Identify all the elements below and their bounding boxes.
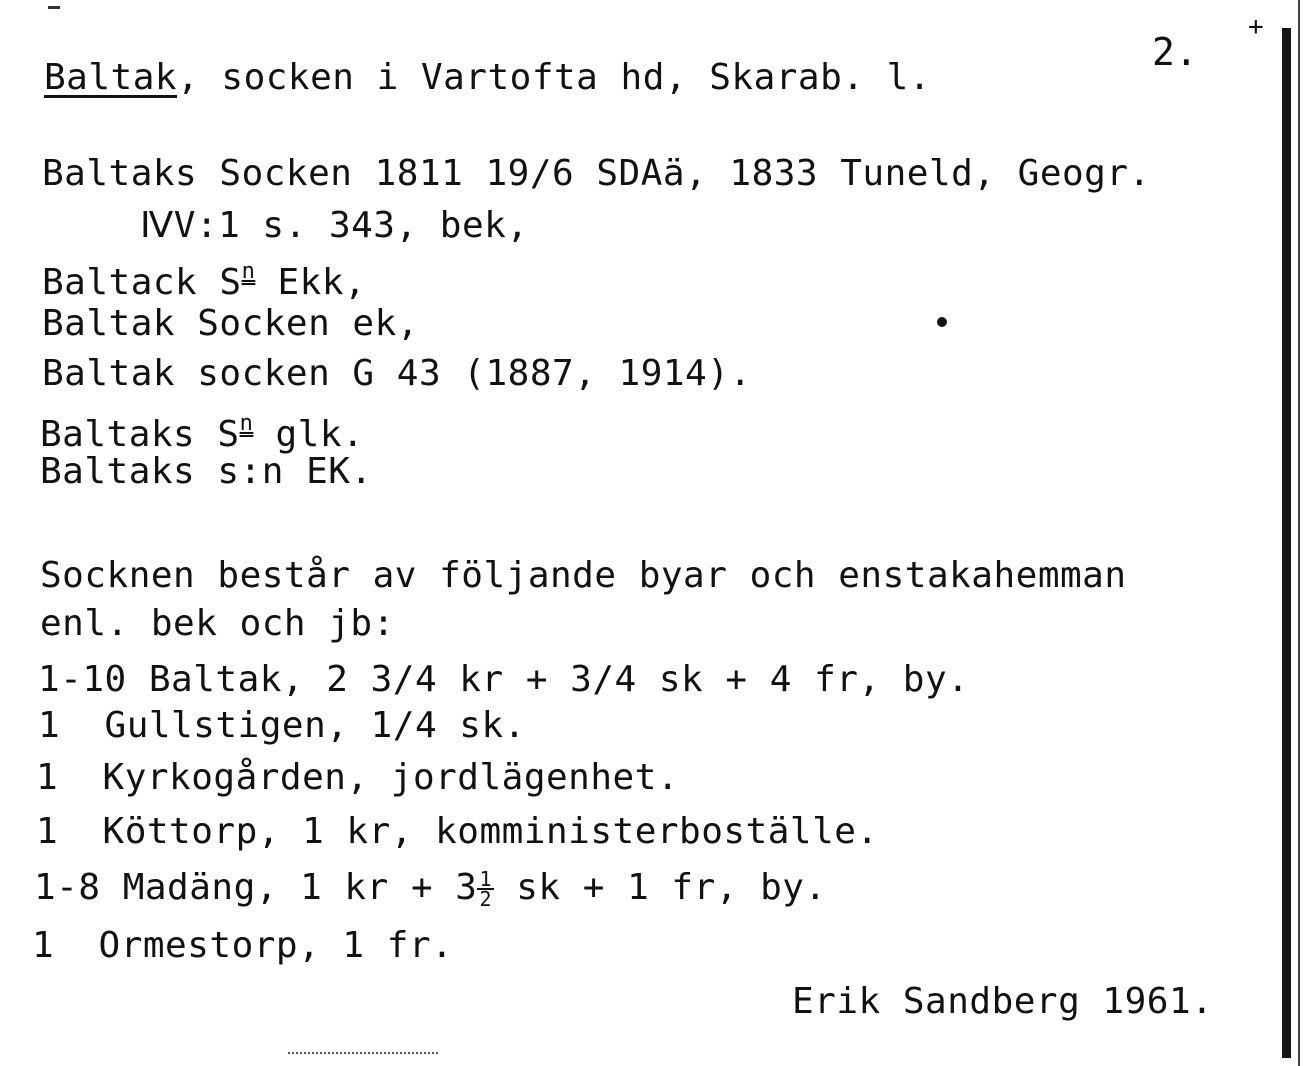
parish-name: Baltak — [44, 57, 178, 98]
fraction-denominator: 2 — [479, 887, 493, 911]
intro-line-2: enl. bek och jb: — [40, 603, 395, 644]
form-line-3-post: Ekk, — [255, 262, 367, 303]
form-line-4: Baltak Socken ek, — [42, 303, 419, 344]
form-line-2: ⅣV:1 s. 343, bek, — [140, 205, 529, 246]
settlement-line-3: 1 Kyrkogården, jordlägenhet. — [36, 757, 680, 798]
ink-dot — [937, 317, 947, 327]
settlement-line-1: 1-10 Baltak, 2 3/4 kr + 3/4 sk + 4 fr, by. — [38, 659, 970, 700]
card-right-edge — [1282, 28, 1291, 1058]
settlement-line-5-pre: 1-8 Madäng, 1 kr + 3 — [34, 867, 478, 908]
form-line-3-sup: n — [241, 259, 256, 284]
card-right-border — [1298, 0, 1300, 1066]
fraction-numerator: 1 — [479, 867, 493, 891]
settlement-line-4: 1 Köttorp, 1 kr, komministerboställe. — [36, 811, 879, 852]
form-line-3 — [42, 252, 366, 303]
form-line-6 — [40, 404, 364, 455]
page-number: 2. — [1152, 30, 1198, 74]
intro-line-1: Socknen består av följande byar och enstakahemman — [40, 555, 1127, 596]
form-line-6-pre: Baltaks S — [40, 414, 240, 455]
settlement-line-6: 1 Ormestorp, 1 fr. — [32, 925, 454, 966]
form-line-3-pre: Baltack S — [42, 262, 242, 303]
card-heading — [44, 58, 931, 98]
signature: Erik Sandberg 1961. — [792, 981, 1214, 1022]
settlement-line-5 — [34, 867, 827, 911]
settlement-line-5-post: sk + 1 fr, by. — [494, 867, 827, 908]
fraction-half — [477, 867, 494, 911]
form-line-1: Baltaks Socken 1811 19/6 SDAä, 1833 Tuneld, Geogr. — [42, 153, 1151, 194]
form-line-7: Baltaks s:n EK. — [40, 451, 373, 492]
heading-rest: , socken i Vartofta hd, Skarab. l. — [177, 57, 931, 98]
settlement-line-2: 1 Gullstigen, 1/4 sk. — [38, 705, 526, 746]
form-line-6-sup: n — [239, 411, 254, 436]
corner-plus-mark: + — [1248, 12, 1264, 42]
top-tick-mark — [48, 6, 60, 9]
form-line-6-post: glk. — [253, 414, 365, 455]
form-line-5: Baltak socken G 43 (1887, 1914). — [42, 353, 752, 394]
bottom-dotted-mark — [288, 1052, 438, 1054]
